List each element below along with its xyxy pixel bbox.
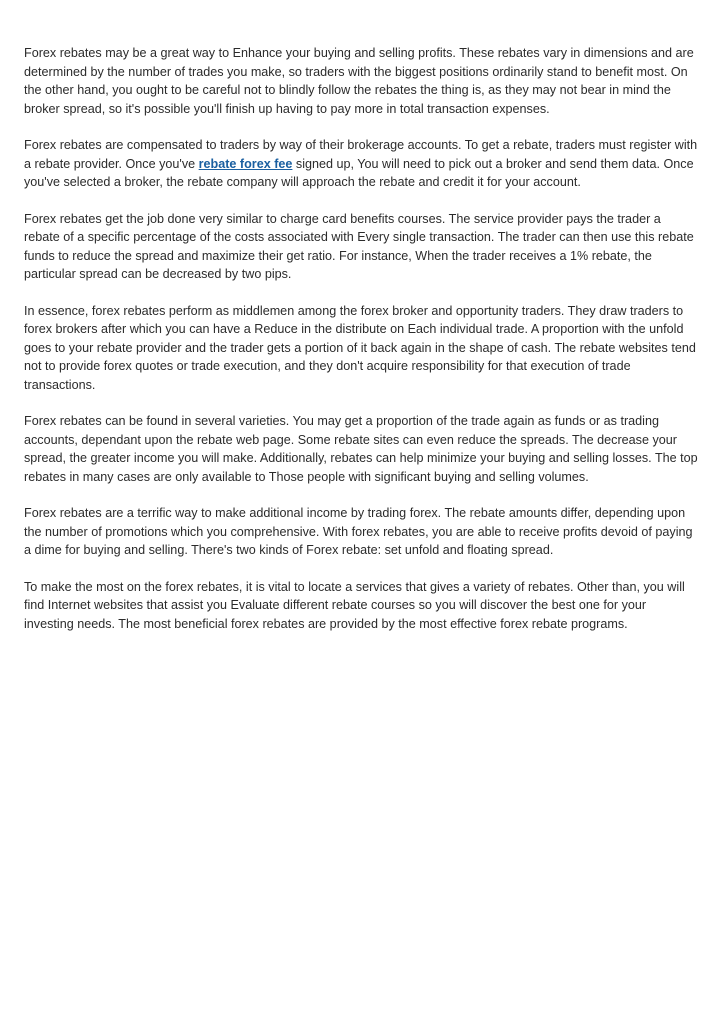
paragraph-2 [24,136,698,192]
paragraph-4: In essence, forex rebates perform as middlemen among the forex broker and opportunity traders. They draw traders to forex brokers after which you can have a Reduce in the distribute on Each individual trade. A proportion with the unfold goes to your rebate provider and the trader gets a portion of it back again in the shape of cash. The rebate websites tend not to provide forex quotes or trade execution, and they don't acquire responsibility for that execution of trade transactions. [24,303,696,392]
paragraph-3: Forex rebates get the job done very similar to charge card benefits courses. The service provider pays the trader a rebate of a specific percentage of the costs associated with Every single transaction. The trader can then use this rebate funds to reduce the spread and maximize their get ratio. For instance, When the trader receives a 1% rebate, the particular spread can be decreased by two pips. [24,211,694,281]
paragraph-2-text-after: signed up, You will need to pick out a broker and send them data. Once you've selected a broker, the rebate company will approach the rebate and credit it for your account. [24,156,694,189]
paragraph-2-text-before: Forex rebates are compensated to traders by way of their brokerage accounts. To get a rebate, traders must register with a rebate provider. Once you've [24,138,698,171]
paragraph-7: To make the most on the forex rebates, it is vital to locate a services that gives a variety of rebates. Other than, you will find Internet websites that assist you Evaluate different rebate courses so you will discover the best one for your investing needs. The most beneficial forex rebates are provided by the most effective forex rebate programs. [24,579,685,631]
rebate-forex-fee-link[interactable]: rebate forex fee [198,156,293,171]
paragraph-5: Forex rebates can be found in several varieties. You may get a proportion of the trade again as funds or as trading accounts, dependant upon the rebate web page. Some rebate sites can even reduce the spreads. The decrease your spread, the greater income you will make. Additionally, rebates can help minimize your buying and selling losses. The top rebates in many cases are only available to Those people with significant buying and selling volumes. [24,414,698,484]
paragraph-1: Forex rebates may be a great way to Enhance your buying and selling profits. These rebates vary in dimensions and are determined by the number of trades you make, so traders with the biggest positions ordinarily stand to benefit most. On the other hand, you ought to be careful not to blindly follow the rebates the thing is, as they may not bear in mind the broker spread, so it's possible you'll finish up having to pay more in total transaction expenses. [24,46,694,116]
paragraph-6: Forex rebates are a terrific way to make additional income by trading forex. The rebate amounts differ, depending upon the number of promotions which you comprehensive. With forex rebates, you are able to receive profits devoid of paying a dime for buying and selling. There's two kinds of Forex rebate: set unfold and floating spread. [24,506,693,557]
